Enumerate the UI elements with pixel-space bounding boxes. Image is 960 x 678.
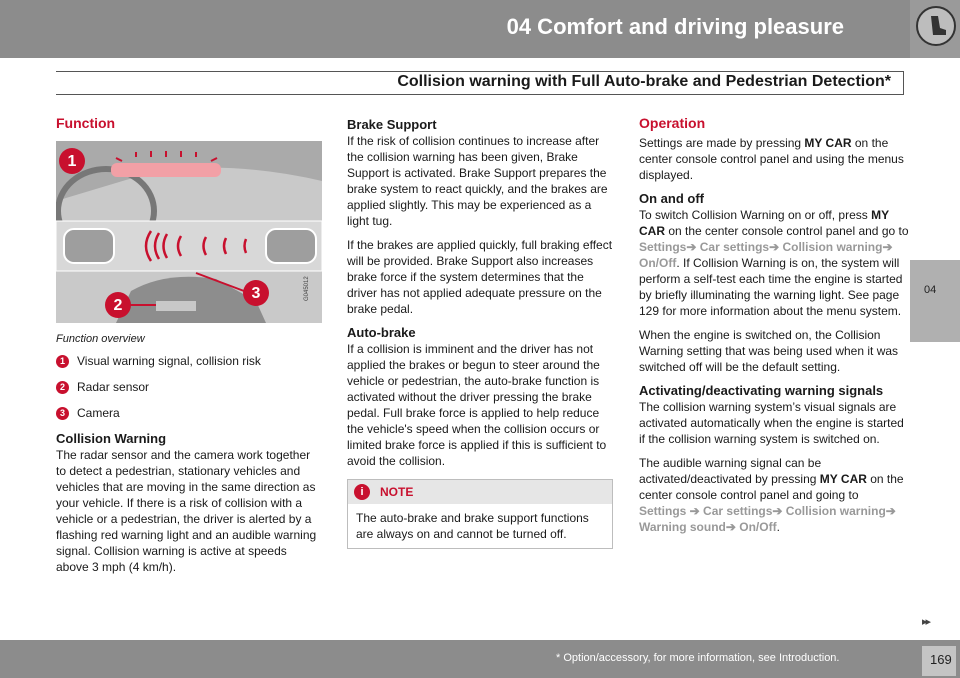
- legend-text: Visual warning signal, collision risk: [77, 354, 261, 368]
- collision-warning-heading: Collision Warning: [56, 431, 167, 446]
- legend-item: [56, 405, 322, 421]
- column-1: [56, 115, 322, 583]
- brake-support-text-2: If the brakes are applied quickly, full braking effect will be provided. Brake Support also increases brake force if the system determines that the driver has not applied adequate pressure on the brake pedal.: [347, 238, 613, 316]
- function-overview-figure: [56, 141, 322, 323]
- footer-note: * Option/accessory, for more information, see Introduction.: [556, 652, 840, 664]
- page-footer: [0, 640, 960, 678]
- on-off-heading: On and off: [639, 191, 704, 206]
- engine-default-text: When the engine is switched on, the Collision Warning setting that was being used when it was switched off will be the default setting.: [639, 328, 899, 374]
- note-title: NOTE: [380, 485, 414, 499]
- legend-item: [56, 353, 322, 369]
- activating-text: The collision warning system’s visual signals are activated automatically when the engine is started if the collision warning system is switched on.: [639, 400, 904, 446]
- function-heading: Function: [56, 115, 116, 131]
- activating-heading: Activating/deactivating warning signals: [639, 383, 884, 398]
- page-number: 169: [930, 652, 952, 667]
- note-text: The auto-brake and brake support functions are always on and cannot be turned off.: [356, 511, 589, 541]
- operation-text: Settings are made by pressing MY CAR on the center console control panel and using the menus displayed.: [639, 136, 904, 182]
- my-car-button-ref: MY CAR: [804, 136, 852, 150]
- callout-1: 1: [67, 153, 77, 170]
- brake-support-heading: Brake Support: [347, 117, 437, 132]
- chapter-header: [0, 0, 910, 58]
- figure-caption: Function overview: [56, 333, 145, 345]
- operation-heading: Operation: [639, 115, 706, 131]
- legend-text: Camera: [77, 406, 120, 420]
- legend-item: [56, 379, 322, 395]
- chapter-title: 04 Comfort and driving pleasure: [506, 14, 844, 39]
- menu-path-warning-sound: Settings ➔ Car settings➔ Collision warning➔ Warning sound➔ On/Off: [639, 504, 896, 534]
- legend-text: Radar sensor: [77, 380, 150, 394]
- note-header: [348, 480, 612, 504]
- seat-icon: [916, 6, 956, 46]
- next-page-arrows: ▸▸: [922, 616, 930, 628]
- chapter-tab-label: 04: [924, 284, 937, 296]
- collision-warning-text: The radar sensor and the camera work together to detect a pedestrian, stationary vehicles and vehicles that are moving in the same direction as your vehicle. If there is a risk of collision with a vehicle or a pedestrian, the driver is alerted by a flashing red warning light and an audible warning signal. Collision warning is active at speeds above 3 mph (4 km/h).: [56, 448, 317, 574]
- legend-number: 2: [56, 381, 69, 394]
- on-off-text: To switch Collision Warning on or off, press MY CAR on the center console control panel and go to Settings➔ Car settings➔ Collision warning➔ On/Off. If Collision Warning is on, the system will perform a self-test each time the engine is started by briefly illuminating the warning light. See page 129 for more information about the menu system.: [639, 208, 909, 318]
- callout-3: 3: [251, 285, 261, 302]
- legend-number: 3: [56, 407, 69, 420]
- figure-code: G045012: [304, 276, 310, 301]
- auto-brake-text: If a collision is imminent and the driver has not applied the brakes or begun to steer around the vehicle or pedestrian, the auto-brake function is activated without the driver pressing the brake pedal. Full brake force is applied to help reduce the vehicle's speed when the collision occurs or limited brake force is applied if this is sufficient to avoid the collision.: [347, 342, 607, 468]
- brake-support-text-1: If the risk of collision continues to increase after the collision warning has been given, Brake Support is activated. Brake Support prepares the brake system to react quickly, and the brakes are applied slightly. This may be experienced as a light tug.: [347, 134, 608, 228]
- chapter-icon-box: [910, 0, 960, 58]
- legend-number: 1: [56, 355, 69, 368]
- page-number-box: [922, 646, 956, 676]
- section-header: [56, 71, 904, 95]
- menu-path-on-off: Settings➔ Car settings➔ Collision warning➔ On/Off: [639, 240, 893, 270]
- info-icon: i: [354, 484, 370, 500]
- audible-text: The audible warning signal can be activated/deactivated by pressing MY CAR on the center console control panel and going to Settings ➔ Car settings➔ Collision warning➔ Warning sound➔ On/Off.: [639, 456, 904, 534]
- note-box: [347, 479, 613, 549]
- chapter-side-tab[interactable]: [910, 260, 960, 342]
- auto-brake-heading: Auto-brake: [347, 325, 416, 340]
- column-2: [347, 117, 613, 549]
- callout-2: 2: [113, 297, 123, 314]
- column-3: [639, 115, 909, 543]
- section-title: Collision warning with Full Auto-brake and Pedestrian Detection*: [397, 73, 891, 90]
